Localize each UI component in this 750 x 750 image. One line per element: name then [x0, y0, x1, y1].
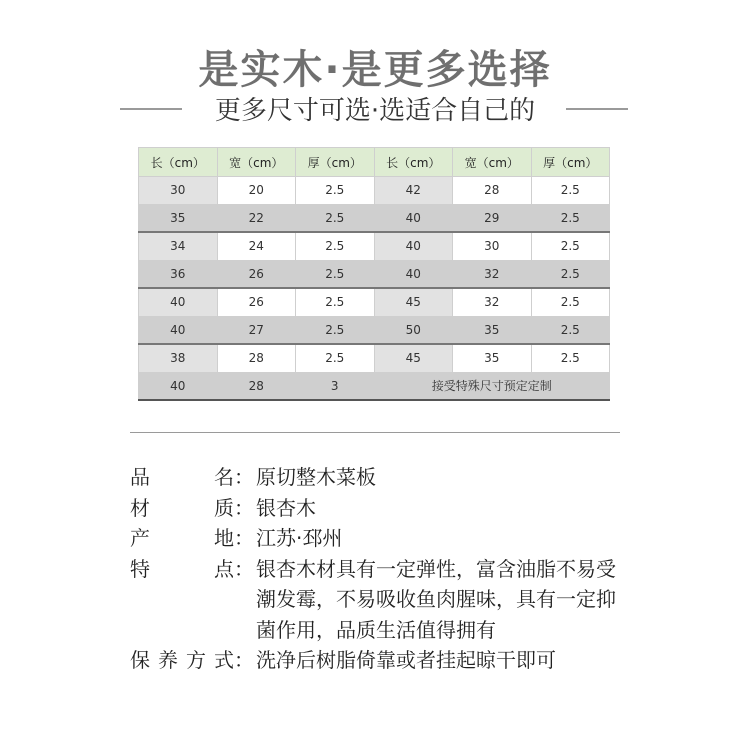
table-cell: 2.5	[296, 344, 375, 372]
label-char: 点	[214, 556, 234, 581]
table-cell: 28	[217, 372, 296, 400]
table-cell: 2.5	[531, 260, 610, 288]
table-cell: 2.5	[531, 204, 610, 232]
table-cell: 2.5	[531, 232, 610, 260]
label-char: 产	[130, 526, 150, 550]
label-colon: ：	[234, 495, 254, 520]
custom-size-note: 接受特殊尺寸预定定制	[374, 372, 610, 400]
info-row-care	[130, 645, 630, 676]
info-label	[130, 554, 256, 646]
table-cell: 2.5	[296, 232, 375, 260]
label-char: 保	[130, 648, 150, 672]
table-cell: 2.5	[531, 316, 610, 344]
table-cell: 2.5	[296, 316, 375, 344]
header-thickness-1: 厚（cm）	[296, 148, 375, 177]
label-char: 养	[158, 648, 178, 672]
table-cell: 40	[139, 316, 218, 344]
table-cell: 20	[217, 177, 296, 205]
table-cell: 2.5	[296, 204, 375, 232]
table-header-row	[139, 148, 610, 177]
info-value-care: 洗净后树脂倚靠或者挂起晾干即可	[256, 648, 556, 672]
page-subtitle: 更多尺寸可选·选适合自己的	[214, 96, 536, 126]
info-value-features: 银杏木材具有一定弹性，富含油脂不易受潮发霉，不易吸收鱼肉腥味，具有一定抑菌作用，品质生活值得拥有	[256, 556, 616, 642]
table-cell: 22	[217, 204, 296, 232]
label-colon: ：	[234, 465, 254, 489]
table-cell: 50	[374, 316, 453, 344]
header-width-1: 宽（cm）	[217, 148, 296, 177]
table-cell: 45	[374, 288, 453, 316]
table-cell: 28	[453, 177, 532, 205]
table-row-last	[139, 372, 610, 400]
info-row-origin	[130, 523, 630, 554]
table-cell: 30	[453, 232, 532, 260]
table-cell: 28	[217, 344, 296, 372]
label-colon: ：	[234, 648, 254, 672]
table-row	[139, 344, 610, 372]
table-cell: 3	[296, 372, 375, 400]
size-table	[138, 147, 610, 401]
label-char: 质	[214, 495, 234, 520]
label-char: 地	[214, 526, 234, 550]
header-length-1: 长（cm）	[139, 148, 218, 177]
info-value-name: 原切整木菜板	[256, 465, 376, 489]
table-row	[139, 204, 610, 232]
label-char: 材	[130, 495, 150, 520]
table-row	[139, 316, 610, 344]
info-row-features	[130, 554, 630, 646]
header-thickness-2: 厚（cm）	[531, 148, 610, 177]
table-cell: 2.5	[296, 288, 375, 316]
info-label	[130, 462, 256, 493]
table-cell: 24	[217, 232, 296, 260]
info-label	[130, 493, 256, 524]
table-cell: 32	[453, 288, 532, 316]
table-cell: 32	[453, 260, 532, 288]
info-label	[130, 523, 256, 554]
table-cell: 26	[217, 288, 296, 316]
table-cell: 40	[374, 232, 453, 260]
table-cell: 35	[139, 204, 218, 232]
table-cell: 40	[374, 260, 453, 288]
table-cell: 29	[453, 204, 532, 232]
table-row	[139, 177, 610, 205]
header-width-2: 宽（cm）	[453, 148, 532, 177]
table-row	[139, 288, 610, 316]
table-cell: 40	[139, 372, 218, 400]
label-char: 式	[214, 648, 234, 672]
label-colon: ：	[234, 526, 254, 550]
table-cell: 35	[453, 316, 532, 344]
header-length-2: 长（cm）	[374, 148, 453, 177]
subtitle-right-line	[566, 108, 628, 110]
table-cell: 26	[217, 260, 296, 288]
info-value-origin: 江苏·邳州	[256, 526, 343, 550]
table-cell: 40	[139, 288, 218, 316]
table-cell: 2.5	[296, 177, 375, 205]
product-info	[130, 462, 630, 676]
table-cell: 40	[374, 204, 453, 232]
label-colon: ：	[234, 556, 254, 581]
table-cell: 30	[139, 177, 218, 205]
info-row-material	[130, 493, 630, 524]
page-title: 是实木·是更多选择	[198, 47, 552, 93]
table-cell: 27	[217, 316, 296, 344]
subtitle-row	[0, 90, 750, 124]
section-divider	[130, 432, 620, 433]
table-cell: 2.5	[296, 260, 375, 288]
table-cell: 2.5	[531, 177, 610, 205]
label-char: 品	[130, 465, 150, 489]
info-value-material: 银杏木	[256, 495, 316, 520]
table-cell: 35	[453, 344, 532, 372]
table-cell: 38	[139, 344, 218, 372]
table-cell: 42	[374, 177, 453, 205]
info-label	[130, 645, 256, 676]
table-row	[139, 232, 610, 260]
label-char: 特	[130, 556, 150, 581]
table-row	[139, 260, 610, 288]
subtitle-left-line	[120, 108, 182, 110]
table-cell: 2.5	[531, 288, 610, 316]
info-row-name	[130, 462, 630, 493]
table-cell: 45	[374, 344, 453, 372]
label-char: 方	[186, 648, 206, 672]
table-cell: 2.5	[531, 344, 610, 372]
table-cell: 36	[139, 260, 218, 288]
label-char: 名	[214, 465, 234, 489]
table-cell: 34	[139, 232, 218, 260]
